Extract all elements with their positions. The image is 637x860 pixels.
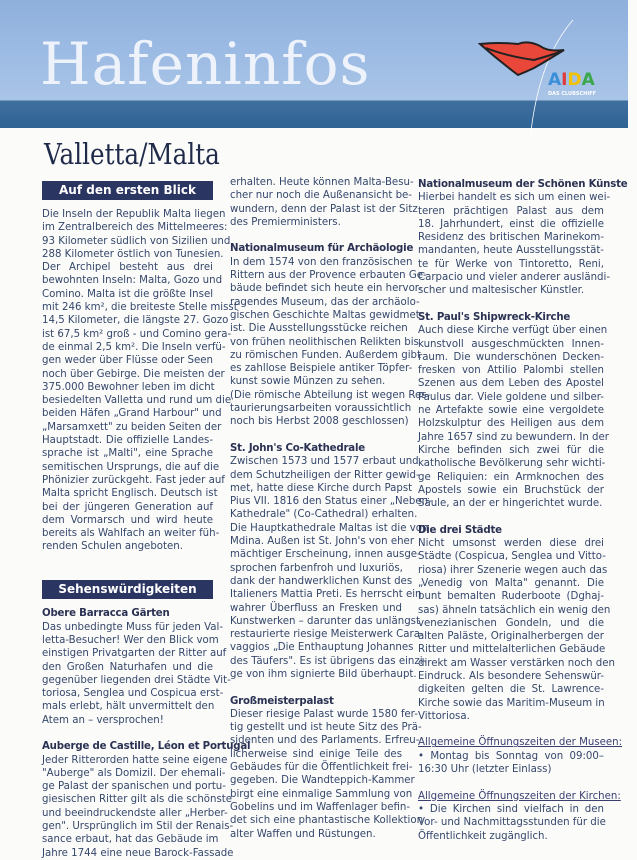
- text-line: Kirche sowie das Maritim-Museum in: [418, 697, 605, 709]
- text-line: und beeindruckendste aller „Herber-: [42, 807, 228, 819]
- text-line: cher nur noch die Außenansicht be-: [230, 190, 412, 202]
- text-line: direkt am Wasser verstärken noch den: [418, 657, 615, 669]
- text-line: sas) ähneln tatsächlich ein wenig den: [418, 604, 611, 616]
- text-line: Comino. Malta ist die größte Insel: [42, 288, 214, 300]
- text-line: gen weder über Flüsse oder Seen: [42, 355, 213, 367]
- aida-brand: AIDA: [548, 70, 595, 90]
- paragraph: [230, 176, 418, 229]
- text-line: Jahre 1657 sind zu bewundern. In der: [418, 431, 609, 443]
- opening-hours-heading: Allgemeine Öffnungszeiten der Museen:: [418, 737, 623, 749]
- paragraph: [230, 389, 431, 429]
- text-line: venezianischen Gondeln, und die: [418, 617, 604, 629]
- subsection-heading: Die drei Städte: [418, 524, 502, 536]
- text-line: bewohnten Inseln: Malta, Gozo und: [42, 275, 223, 287]
- text-line: Italieners Mattia Preti. Es herrscht ein: [230, 589, 422, 601]
- text-line: Dieser riesige Palast wurde 1580 fer-: [230, 708, 418, 720]
- spacer: [230, 681, 402, 694]
- spacer: [230, 229, 402, 242]
- paragraph: [230, 708, 424, 841]
- text-line: ge Palast der spanischen und portu-: [42, 781, 226, 793]
- text-line: beiden Häfen „Grand Harbour" und: [42, 408, 222, 420]
- subsection-heading: Auberge de Castille, Léon et Portugal: [42, 741, 251, 753]
- text-line: Kirche befinden sich zwei für die: [418, 444, 604, 456]
- text-line: Vor- und Nachmittagsstunden für die: [418, 817, 606, 829]
- text-line: letta-Besucher! Wer den Blick vom: [42, 634, 219, 646]
- text-line: Nicht umsonst werden diese drei: [418, 538, 604, 550]
- subsection-heading: Nationalmuseum für Archäologie: [230, 243, 414, 255]
- section-header: Sehenswürdigkeiten: [42, 580, 213, 599]
- text-line: 14,5 Kilometer, die längste 27. Gozo: [42, 315, 229, 327]
- paragraph: [418, 537, 615, 723]
- text-line: Säule, an der er hingerichtet wurde.: [418, 498, 603, 510]
- subsection-heading: Großmeisterpalast: [230, 695, 334, 707]
- spacer: [418, 776, 604, 789]
- text-line: „Marsamxett" zu beiden Seiten der: [42, 421, 222, 433]
- text-line: Residenz des britischen Marinekom-: [418, 232, 604, 244]
- text-line: ge Reliquien: ein Armknochen des: [418, 471, 604, 483]
- text-line: de einmal 2,5 km². Die Inseln verfü-: [42, 341, 226, 353]
- spacer: [42, 554, 213, 567]
- text-line: Eindruck. Als besondere Sehenswür-: [418, 670, 604, 682]
- text-line: Hierbei handelt es sich um einen wei-: [418, 192, 611, 204]
- subsection-heading: Nationalmuseum der Schönen Künste: [418, 179, 628, 190]
- text-line: 375.000 Bewohner leben im dicht: [42, 381, 215, 393]
- text-line: mit 246 km², die breiteste Stelle misst: [42, 302, 238, 314]
- text-line: semitischen Ursprungs, die auf die: [42, 461, 220, 473]
- text-line: vaggios „Die Enthauptung Johannes: [230, 642, 414, 654]
- text-line: toriosa, Senglea und Cospicua erst-: [42, 688, 224, 700]
- text-line: Die Inseln der Republik Malta liegen: [42, 209, 226, 220]
- text-line: mächtiger Erscheinung, innen ausge-: [230, 549, 421, 561]
- text-line: restaurierte riesige Meisterwerk Cara-: [230, 629, 424, 641]
- spacer: [418, 510, 604, 523]
- text-line: 93 Kilometer südlich von Sizilien und: [42, 235, 231, 247]
- text-line: ge von ihm signierte Bild überhaupt.: [230, 668, 417, 680]
- text-line: dank der handwerklichen Kunst des: [230, 575, 413, 587]
- text-line: fresken von Attilio Palombi stellen: [418, 365, 604, 377]
- text-line: alter Waffen und Rüstungen.: [230, 828, 376, 840]
- text-line: Malta spricht Englisch. Deutsch ist: [42, 488, 218, 500]
- text-line: einstigen Privatgarten der Ritter auf: [42, 648, 227, 660]
- text-line: Phönizier zurückgeht. Fast jeder auf: [42, 474, 225, 486]
- opening-hours-heading: Allgemeine Öffnungszeiten der Kirchen:: [418, 790, 621, 802]
- text-line: In dem 1574 von den französischen: [230, 256, 413, 268]
- column-2: [230, 176, 432, 841]
- text-line: 16:30 Uhr (letzter Einlass): [418, 764, 552, 776]
- text-line: bei der jüngeren Generation auf: [42, 501, 213, 513]
- text-line: Szenen aus dem Leben des Apostel: [418, 378, 604, 390]
- column-1: [42, 181, 251, 860]
- text-line: Rittern aus der Provence erbauten Ge-: [230, 270, 427, 282]
- paragraph: [230, 256, 427, 389]
- text-line: digkeiten gelten die St. Lawrence-: [418, 684, 604, 696]
- text-line: Jahre 1744 eine neue Barock-Fassade: [42, 847, 234, 859]
- text-line: Jeder Ritterorden hatte seine eigene: [42, 754, 228, 766]
- text-line: bäude befindet sich heute ein hervor-: [230, 283, 423, 295]
- text-line: Auch diese Kirche verfügt über einen: [418, 325, 608, 337]
- text-line: von frühen neolithischen Relikten bis: [230, 336, 419, 348]
- text-line: Carpacio und vieler anderer ausländi-: [418, 272, 611, 284]
- text-line: dem Schutzheiligen der Ritter gewid-: [230, 469, 420, 481]
- text-line: "Auberge" als Domizil. Der ehemali-: [42, 767, 226, 779]
- text-line: Apostels sowie ein Bruchstück der: [418, 484, 604, 496]
- text-line: teren prächtigen Palast aus dem: [418, 205, 604, 217]
- text-line: Pius VII. 1816 den Status einer „Neben-: [230, 496, 432, 508]
- paragraph: [418, 803, 604, 843]
- text-line: met, hatte diese Kirche durch Papst: [230, 482, 413, 494]
- text-line: Öffentlichkeit zugänglich.: [418, 830, 548, 842]
- paragraph: [418, 750, 604, 777]
- text-line: bereits als Wahlfach an weiter füh-: [42, 528, 220, 540]
- page-title: Valletta/Malta: [44, 137, 220, 171]
- text-line: sprochen farbenfroh und luxuriös,: [230, 562, 403, 574]
- subsection-heading: St. Paul's Shipwreck-Kirche: [418, 311, 571, 323]
- paragraph: [42, 754, 234, 860]
- text-line: Hauptstadt. Die offizielle Landes-: [42, 435, 213, 447]
- text-line: taurierungsarbeiten voraussichtlich: [230, 403, 412, 415]
- text-line: Kathedrale" (Co-Cathedral) erhalten.: [230, 509, 418, 521]
- text-line: noch über Gebirge. Die meisten der: [42, 368, 225, 380]
- text-line: ist 67,5 km² groß - und Comino gera-: [42, 328, 232, 340]
- text-line: renden Schulen angeboten.: [42, 541, 183, 553]
- text-line: Zwischen 1573 und 1577 erbaut und: [230, 456, 419, 468]
- text-line: raum. Die wunderschönen Decken-: [418, 351, 604, 363]
- text-line: te für Werke von Tintoretto, Reni,: [418, 258, 604, 270]
- text-line: • Montag bis Sonntag von 09:00–: [418, 750, 604, 762]
- section-header: Auf den ersten Blick: [42, 181, 213, 200]
- text-line: Paulus dar. Viele goldene und silber-: [418, 391, 604, 403]
- text-line: Gobelins und im Waffenlager befin-: [230, 801, 411, 813]
- text-line: gen". Ursprünglich im Stil der Renais-: [42, 821, 234, 833]
- spacer: [418, 298, 604, 311]
- text-line: • Die Kirchen sind vielfach in den: [418, 803, 604, 815]
- text-line: Kunstwerken – darunter das unlängst: [230, 615, 420, 627]
- spacer: [42, 727, 213, 740]
- text-line: Atem an – versprochen!: [42, 714, 164, 726]
- spacer: [230, 429, 402, 442]
- text-line: gegeben. Die Wandteppich-Kammer: [230, 775, 415, 787]
- text-line: Der Archipel besteht aus drei: [42, 262, 213, 274]
- text-line: ne Artefakte sowie eine vergoldete: [418, 405, 604, 417]
- spacer: [418, 723, 604, 736]
- banner-title: Hafeninfos: [40, 30, 371, 98]
- text-line: Städte (Cospicua, Senglea und Vitto-: [418, 551, 606, 563]
- text-line: 18. Jahrhundert, einst die offizielle: [418, 218, 604, 230]
- text-line: licherweise sind einige Teile des: [230, 748, 402, 760]
- paragraph: [418, 324, 609, 510]
- text-line: tig gestellt und ist heute Sitz des Prä-: [230, 722, 422, 734]
- text-line: wundern, denn der Palast ist der Sitz: [230, 203, 418, 215]
- text-line: gegenüber liegenden drei Städte Vit-: [42, 674, 231, 686]
- text-line: mandanten, heute Ausstellungsstät-: [418, 245, 604, 257]
- text-line: Gebäudes für die Öffentlichkeit frei-: [230, 762, 413, 774]
- text-line: ist. Die Ausstellungsstücke reichen: [230, 323, 408, 335]
- text-line: alten Paläste, Originalherbergen der: [418, 631, 604, 643]
- text-line: birgt eine einmalige Sammlung von: [230, 788, 413, 800]
- column-3: [418, 178, 628, 843]
- text-line: Ritter und mittelalterlichen Gebäude: [418, 644, 606, 656]
- text-line: ragendes Museum, das der archäolo-: [230, 296, 420, 308]
- text-line: des Premierministers.: [230, 216, 341, 228]
- text-line: zu römischen Funden. Außerdem gibt: [230, 349, 421, 361]
- text-line: wahrer Überfluss an Fresken und: [230, 602, 402, 614]
- text-line: det sich eine phantastische Kollektion: [230, 815, 424, 827]
- text-line: sance erbaut, hat das Gebäude im: [42, 834, 219, 846]
- text-line: erhalten. Heute können Malta-Besu-: [230, 177, 414, 188]
- text-line: kunst sowie Münzen zu sehen.: [230, 376, 386, 388]
- text-line: des Täufers". Es ist übrigens das einzi-: [230, 655, 427, 667]
- text-line: giesischen Ritter gilt als die schönste: [42, 794, 233, 806]
- text-line: mals erlebt, hält unvermittelt den: [42, 701, 215, 713]
- text-line: Vittoriosa.: [418, 710, 470, 722]
- text-line: kunstvoll ausgeschmückten Innen-: [418, 338, 604, 350]
- text-line: den Großen Naturhafen und die: [42, 661, 213, 673]
- paragraph: [42, 208, 238, 554]
- text-line: sprache ist „Malti", eine Sprache: [42, 448, 213, 460]
- subsection-heading: St. John's Co-Kathedrale: [230, 442, 365, 454]
- text-line: besiedelten Valletta und rund um die: [42, 395, 232, 407]
- text-line: katholische Bevölkerung sehr wichti-: [418, 458, 606, 470]
- text-line: 288 Kilometer östlich von Tunesien.: [42, 248, 224, 260]
- aida-tagline: DAS CLUBSCHIFF: [548, 91, 597, 97]
- text-line: „Venedig von Malta" genannt. Die: [418, 577, 604, 589]
- spacer: [42, 567, 213, 580]
- text-line: es zahllose Beispiele antiker Töpfer-: [230, 363, 413, 375]
- text-line: Das unbedingte Muss für jeden Val-: [42, 621, 224, 633]
- text-line: gischen Geschichte Maltas gewidmet: [230, 309, 420, 321]
- text-line: bunt bemalten Ruderboote (Dghaj-: [418, 591, 604, 603]
- paragraph: [418, 191, 611, 297]
- header-banner: [0, 0, 628, 128]
- text-line: scher und maltesischer Künstler.: [418, 285, 585, 297]
- text-line: Mdina. Außen ist St. John's von eher: [230, 536, 415, 548]
- text-line: dem Vormarsch und wird heute: [42, 514, 213, 526]
- text-line: noch bis Herbst 2008 geschlossen): [230, 416, 409, 428]
- subsection-heading: Obere Barracca Gärten: [42, 608, 170, 620]
- text-line: Die Hauptkathedrale Maltas ist die von: [230, 522, 429, 534]
- text-line: (Die römische Abteilung ist wegen Res-: [230, 389, 431, 401]
- text-line: Holzskulptur des Heiligen aus dem: [418, 418, 604, 430]
- text-line: sidenten und des Parlaments. Erfreu-: [230, 735, 420, 747]
- paragraph: [42, 621, 231, 727]
- paragraph: [230, 455, 432, 681]
- text-line: im Zentralbereich des Mittelmeeres:: [42, 222, 228, 234]
- text-line: riosa) ihrer Szenerie wegen auch das: [418, 564, 608, 576]
